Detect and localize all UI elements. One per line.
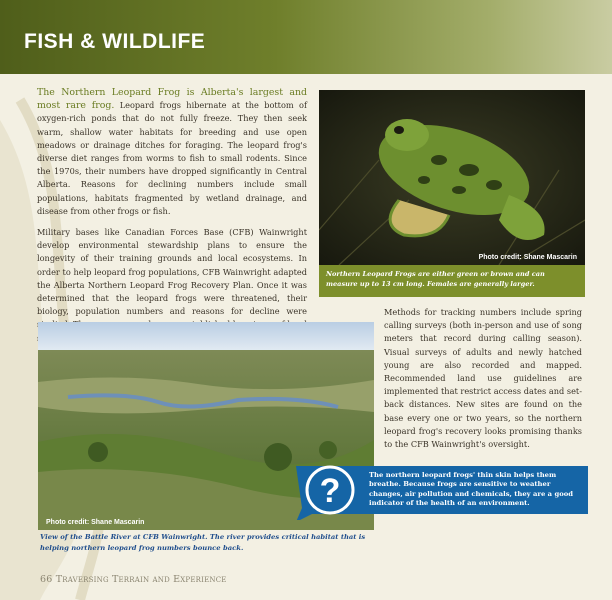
article-left-column (37, 86, 307, 353)
article-right-column (384, 306, 582, 459)
page-footer: 66 Traversing Terrain and Experience (40, 574, 227, 585)
svg-text:?: ? (319, 472, 341, 510)
section-title: FISH & WILDLIFE (24, 30, 206, 53)
frog-photo (319, 90, 585, 265)
article-lead: The Northern Leopard Frog is Alberta's largest and most rare frog. (37, 87, 307, 112)
frog-photo-caption: Northern Leopard Frogs are either green or brown and can measure up to 13 cm long. Females are generally larger. (319, 265, 585, 297)
question-mark-icon (303, 463, 357, 517)
article-paragraph-3: Methods for tracking numbers include spring calling surveys (both in-person and use of song meters that record during calling season). Visual surveys of adults and newly hatched young are also recorded and mapped. Recommended land use guidelines are implemented that restrict access dates and set-back distances. New sites are found on the base every one or two years, so the northern leopard frog's recovery looks promising thanks to the CFB Wainwright's oversight. (384, 307, 582, 450)
river-photo-credit: Photo credit: Shane Mascarin (46, 519, 145, 526)
article-paragraph-2: Military bases like Canadian Forces Base (CFB) Wainwright develop environmental stewardship plans to ensure the longevity of their training grounds and local ecosystems. In order to help leopard frog populations, CFB Wainwright adapted the Alberta Northern Leopard Frog Recovery Plan. Once it was determined that the leopard frogs were threatened, their biology, population numbers and reasons for decline were (37, 227, 307, 317)
frog-photo-credit: Photo credit: Shane Mascarin (478, 254, 577, 261)
river-photo-caption: View of the Battle River at CFB Wainwright. The river provides critical habitat that is helping northern leopard frog numbers bounce back. (40, 533, 366, 552)
section-header (0, 0, 612, 74)
article-body-1: Leopard frogs hibernate at the bottom of oxygen-rich ponds that do not fully freeze. They then seek warm, shallow water habitats for breeding and use open meadows or drainage ditches for foraging. The leopard frog's diverse diet ranges from worms to fish to small rodents. Since the 1970s, their numbers have dropped significantly in Central Alberta. Reasons for declining numbers include small populations, habitats fragmented by wetland drainage, and disease from other frogs or fish. (37, 100, 308, 216)
article-paragraph-1 (37, 86, 307, 218)
info-box-text: The northern leopard frogs' thin skin helps them breathe. Because frogs are sensitive to weather changes, air pollution and chemicals, they are a good indicator of the health of an environment. (369, 471, 574, 508)
